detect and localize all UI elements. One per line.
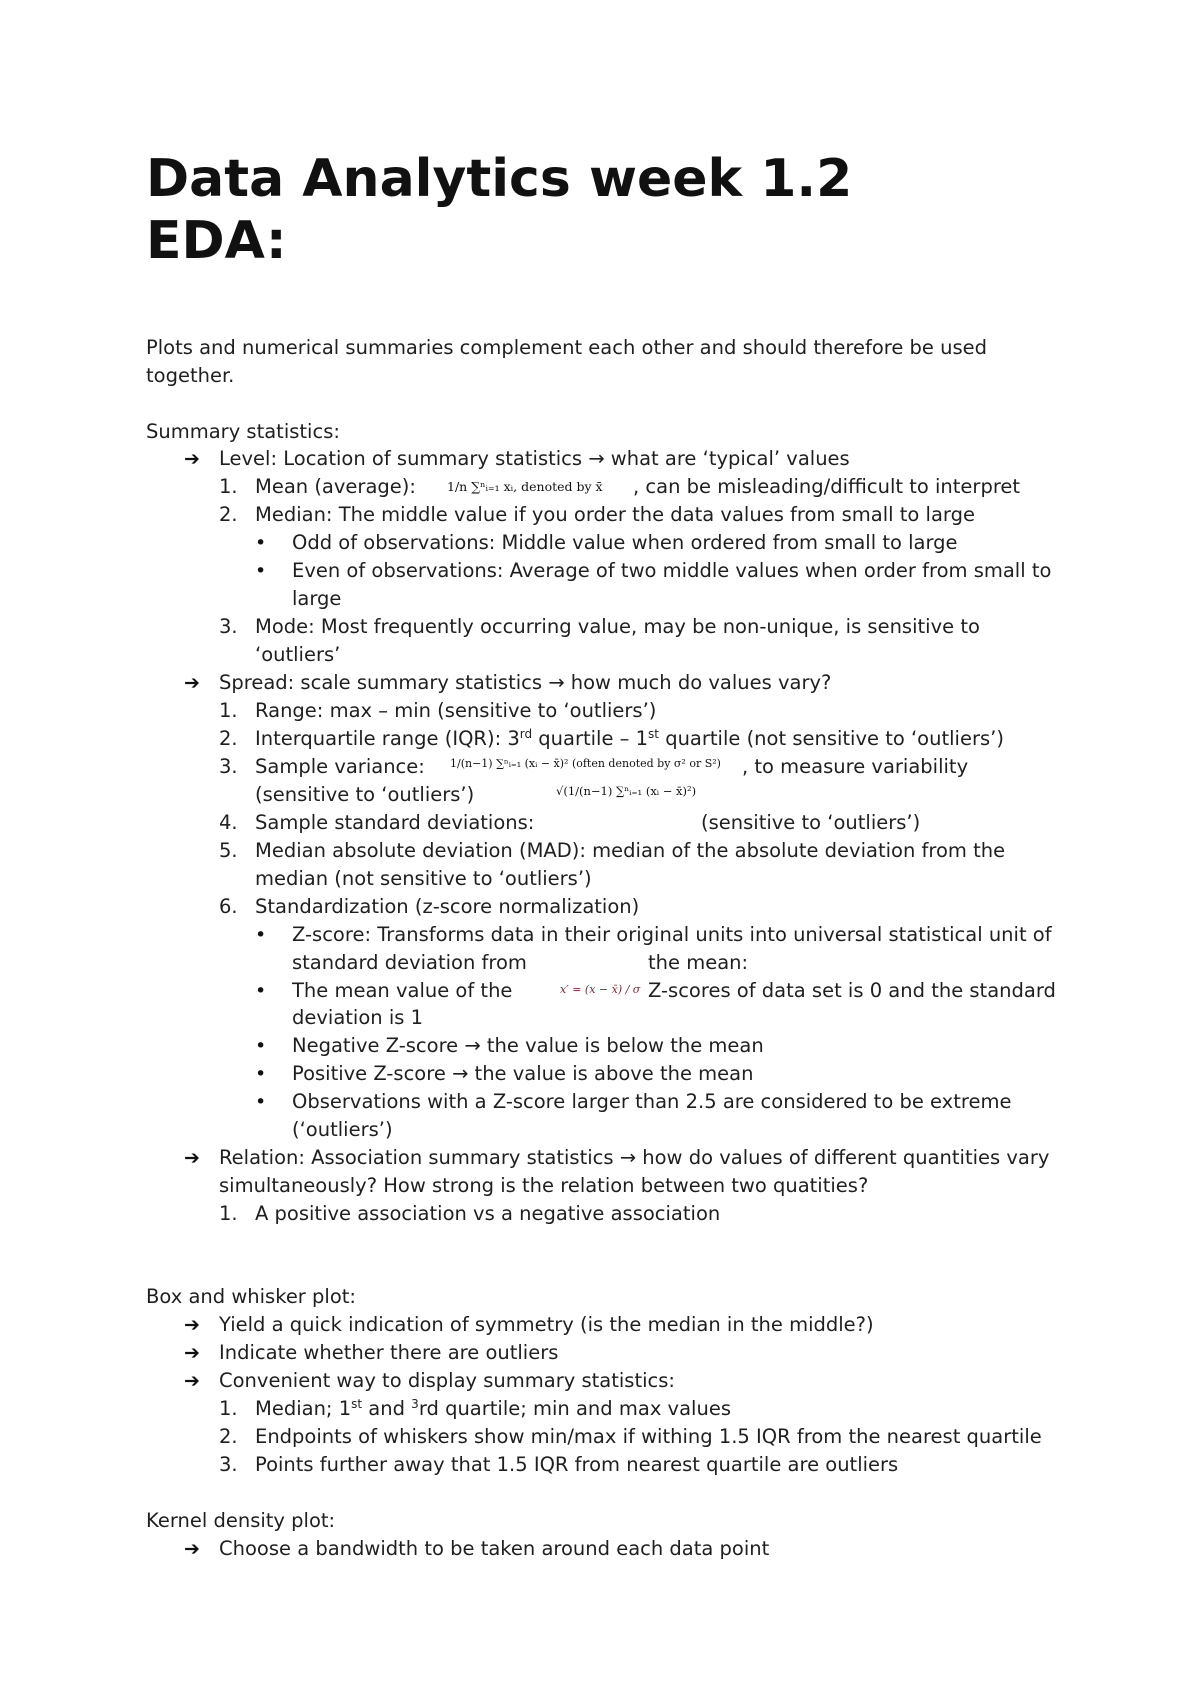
bullet-icon: •	[255, 924, 267, 946]
standardization-text: Standardization (z-score normalization)	[255, 895, 640, 918]
list-number: 3.	[219, 615, 238, 638]
mad-text-2: median (not sensitive to ‘outliers’)	[255, 867, 592, 890]
mode-text-1: Mode: Most frequently occurring value, may be non-unique, is sensitive to	[255, 615, 980, 638]
list-number: 1.	[219, 1202, 238, 1225]
spread-text: Spread: scale summary statistics → how much do values vary?	[219, 671, 832, 694]
zscore-text-2b: the mean:	[648, 951, 749, 974]
median-text: Median: The middle value if you order the data values from small to large	[255, 503, 975, 526]
variance-label: Sample variance:	[255, 755, 425, 778]
relation-text-2: simultaneously? How strong is the relation between two quatities?	[219, 1174, 869, 1197]
zscore-text-1: Z-score: Transforms data in their original units into universal statistical unit of	[292, 923, 1052, 946]
extreme-text-1: Observations with a Z-score larger than 2.5 are considered to be extreme	[292, 1090, 1012, 1113]
even-text-2: large	[292, 587, 342, 610]
mean-label: Mean (average):	[255, 475, 416, 498]
std-label: Sample standard deviations:	[255, 811, 535, 834]
variance-line-2: (sensitive to ‘outliers’)	[255, 783, 475, 806]
kde-point-1: Choose a bandwidth to be taken around each data point	[219, 1537, 770, 1560]
boxplot-heading: Box and whisker plot:	[146, 1285, 356, 1308]
boxplot-item-3: Points further away that 1.5 IQR from nearest quartile are outliers	[255, 1453, 899, 1476]
title-line-2: EDA:	[146, 211, 287, 271]
intro-line-1: Plots and numerical summaries complement each other and should therefore be used	[146, 336, 988, 359]
arrow-bullet-icon: ➔	[184, 672, 200, 694]
title-line-1: Data Analytics week 1.2	[146, 149, 853, 209]
mode-text-2: ‘outliers’	[255, 643, 341, 666]
page-title	[146, 148, 852, 272]
odd-text: Odd of observations: Middle value when ordered from small to large	[292, 531, 958, 554]
std-formula: √(1/(n−1) ∑ⁿᵢ₌₁ (xᵢ − x̄)²)	[556, 784, 697, 798]
bullet-icon: •	[255, 1035, 267, 1057]
variance-rest: , to measure variability	[742, 755, 969, 778]
arrow-bullet-icon: ➔	[184, 1342, 200, 1364]
relation-text-1: Relation: Association summary statistics → how do values of different quantities vary	[219, 1146, 1050, 1169]
arrow-bullet-icon: ➔	[184, 1538, 200, 1560]
boxplot-item-2: Endpoints of whiskers show min/max if withing 1.5 IQR from the nearest quartile	[255, 1425, 1042, 1448]
variance-formula: 1/(n−1) ∑ⁿᵢ₌₁ (xᵢ − x̄)² (often denoted by σ² or S²)	[450, 757, 721, 770]
boxplot-item-1: Median; 1st and $^3$rd quartile; min and max values	[255, 1397, 731, 1420]
meanvalue-text-a: The mean value of the	[292, 979, 513, 1002]
list-number: 1.	[219, 475, 238, 498]
range-text: Range: max – min (sensitive to ‘outliers’)	[255, 699, 657, 722]
list-number: 6.	[219, 895, 238, 918]
list-number: 2.	[219, 727, 238, 750]
boxplot-point-2: Indicate whether there are outliers	[219, 1341, 559, 1364]
level-text: Level: Location of summary statistics → what are ‘typical’ values	[219, 447, 850, 470]
list-number: 3.	[219, 1453, 238, 1476]
std-rest: (sensitive to ‘outliers’)	[701, 811, 921, 834]
even-text-1: Even of observations: Average of two middle values when order from small to	[292, 559, 1052, 582]
list-number: 2.	[219, 1425, 238, 1448]
kde-heading: Kernel density plot:	[146, 1509, 336, 1532]
iqr-text: Interquartile range (IQR): 3rd quartile – 1st quartile (not sensitive to ‘outliers’)	[255, 727, 1004, 750]
list-number: 1.	[219, 699, 238, 722]
arrow-bullet-icon: ➔	[184, 1147, 200, 1169]
bullet-icon: •	[255, 560, 267, 582]
zscore-formula: x′ = (x − x̄) / σ	[560, 983, 641, 996]
list-number: 2.	[219, 503, 238, 526]
arrow-bullet-icon: ➔	[184, 1314, 200, 1336]
list-number: 4.	[219, 811, 238, 834]
extreme-text-2: (‘outliers’)	[292, 1118, 393, 1141]
mean-rest: , can be misleading/difficult to interpret	[633, 475, 1021, 498]
intro-line-2: together.	[146, 364, 235, 387]
zscore-text-2a: standard deviation from	[292, 951, 527, 974]
arrow-bullet-icon: ➔	[184, 1370, 200, 1392]
bullet-icon: •	[255, 1091, 267, 1113]
summary-heading: Summary statistics:	[146, 420, 340, 443]
meanvalue-text-2: deviation is 1	[292, 1006, 424, 1029]
negative-text: Negative Z-score → the value is below the mean	[292, 1034, 764, 1057]
list-number: 5.	[219, 839, 238, 862]
boxplot-point-1: Yield a quick indication of symmetry (is the median in the middle?)	[219, 1313, 874, 1336]
meanvalue-text-b: Z-scores of data set is 0 and the standard	[648, 979, 1056, 1002]
positive-text: Positive Z-score → the value is above the mean	[292, 1062, 754, 1085]
bullet-icon: •	[255, 980, 267, 1002]
boxplot-point-3: Convenient way to display summary statistics:	[219, 1369, 675, 1392]
bullet-icon: •	[255, 1063, 267, 1085]
bullet-icon: •	[255, 532, 267, 554]
arrow-bullet-icon: ➔	[184, 448, 200, 470]
relation-item-text: A positive association vs a negative association	[255, 1202, 721, 1225]
list-number: 3.	[219, 755, 238, 778]
mean-formula: 1/n ∑ⁿᵢ₌₁ xᵢ, denoted by x̄	[447, 479, 603, 494]
mad-text-1: Median absolute deviation (MAD): median of the absolute deviation from the	[255, 839, 1006, 862]
list-number: 1.	[219, 1397, 238, 1420]
